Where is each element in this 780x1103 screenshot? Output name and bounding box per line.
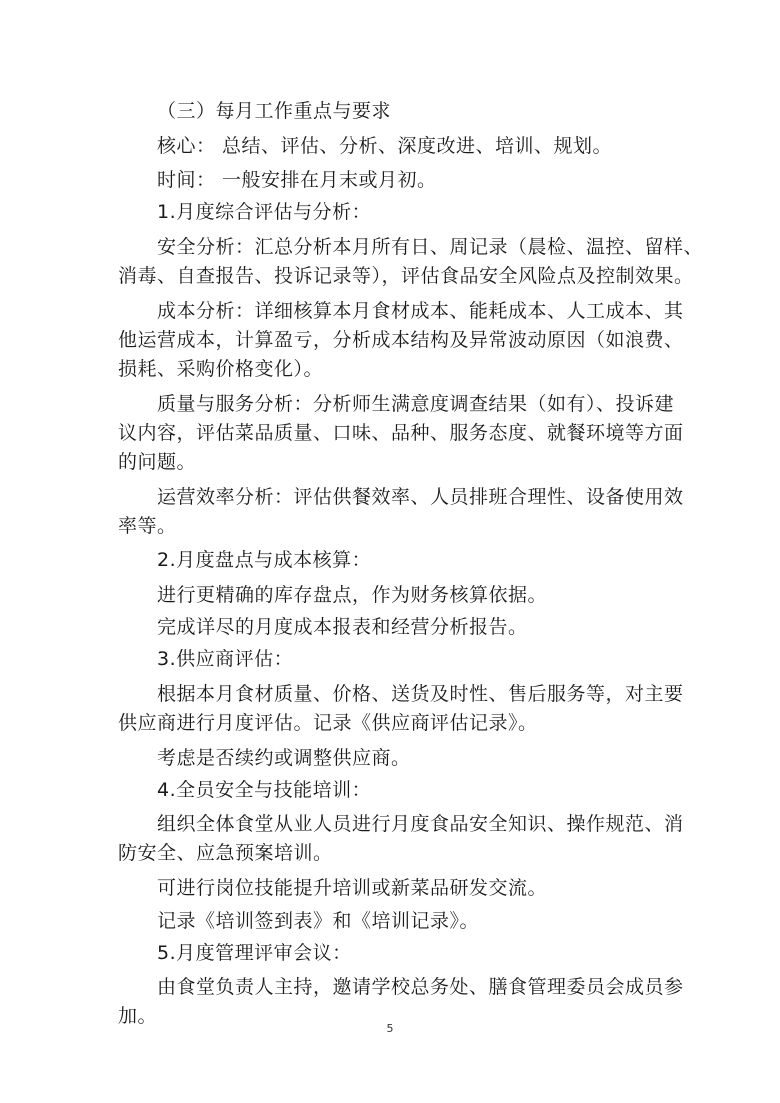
item3-paragraph1-line1: 根据本月食材质量、价格、送货及时性、售后服务等，对主要 — [157, 683, 684, 705]
item5-title: 5.月度管理评审会议： — [157, 942, 352, 964]
time-line: 时间： 一般安排在月末或月初。 — [157, 169, 437, 191]
item2-title: 2.月度盘点与成本核算： — [157, 549, 372, 571]
item4-paragraph3: 记录《培训签到表》和《培训记录》。 — [157, 910, 480, 932]
item4-paragraph1-line2: 防安全、应急预案培训。 — [118, 842, 333, 864]
page-number: 5 — [386, 1022, 394, 1035]
safety-analysis-line2: 消毒、自查报告、投诉记录等），评估食品安全风险点及控制效果。 — [118, 265, 694, 287]
item4-title: 4.全员安全与技能培训： — [157, 779, 372, 801]
core-line: 核心： 总结、评估、分析、深度改进、培训、规划。 — [157, 135, 613, 157]
item4-paragraph1-line1: 组织全体食堂从业人员进行月度食品安全知识、操作规范、消 — [157, 813, 684, 835]
section-heading: （三）每月工作重点与要求 — [157, 100, 392, 122]
safety-analysis-line1: 安全分析：汇总分析本月所有日、周记录（晨检、温控、留样、 — [157, 236, 704, 258]
item3-title: 3.供应商评估： — [157, 648, 294, 670]
cost-analysis-line2: 他运营成本，计算盈亏，分析成本结构及异常波动原因（如浪费、 — [118, 329, 684, 351]
cost-analysis-line1: 成本分析：详细核算本月食材成本、能耗成本、人工成本、其 — [157, 300, 684, 322]
cost-analysis-line3: 损耗、采购价格变化）。 — [118, 358, 324, 380]
item4-paragraph2: 可进行岗位技能提升培训或新菜品研发交流。 — [157, 877, 548, 899]
efficiency-analysis-line1: 运营效率分析：评估供餐效率、人员排班合理性、设备使用效 — [157, 486, 684, 508]
item2-paragraph2: 完成详尽的月度成本报表和经营分析报告。 — [157, 616, 528, 638]
item3-paragraph2: 考虑是否续约或调整供应商。 — [157, 747, 411, 769]
item5-paragraph1-line1: 由食堂负责人主持，邀请学校总务处、膳食管理委员会成员参 — [157, 976, 684, 998]
item5-paragraph1-line2: 加。 — [118, 1005, 158, 1027]
item1-title: 1.月度综合评估与分析： — [157, 201, 372, 223]
efficiency-analysis-line2: 率等。 — [118, 515, 177, 537]
item3-paragraph1-line2: 供应商进行月度评估。记录《供应商评估记录》。 — [118, 712, 538, 734]
item2-paragraph1: 进行更精确的库存盘点，作为财务核算依据。 — [157, 584, 548, 606]
quality-analysis-line2: 议内容，评估菜品质量、口味、品种、服务态度、就餐环境等方面 — [118, 422, 684, 444]
quality-analysis-line3: 的问题。 — [118, 451, 197, 473]
quality-analysis-line1: 质量与服务分析：分析师生满意度调查结果（如有）、投诉建 — [157, 393, 675, 415]
